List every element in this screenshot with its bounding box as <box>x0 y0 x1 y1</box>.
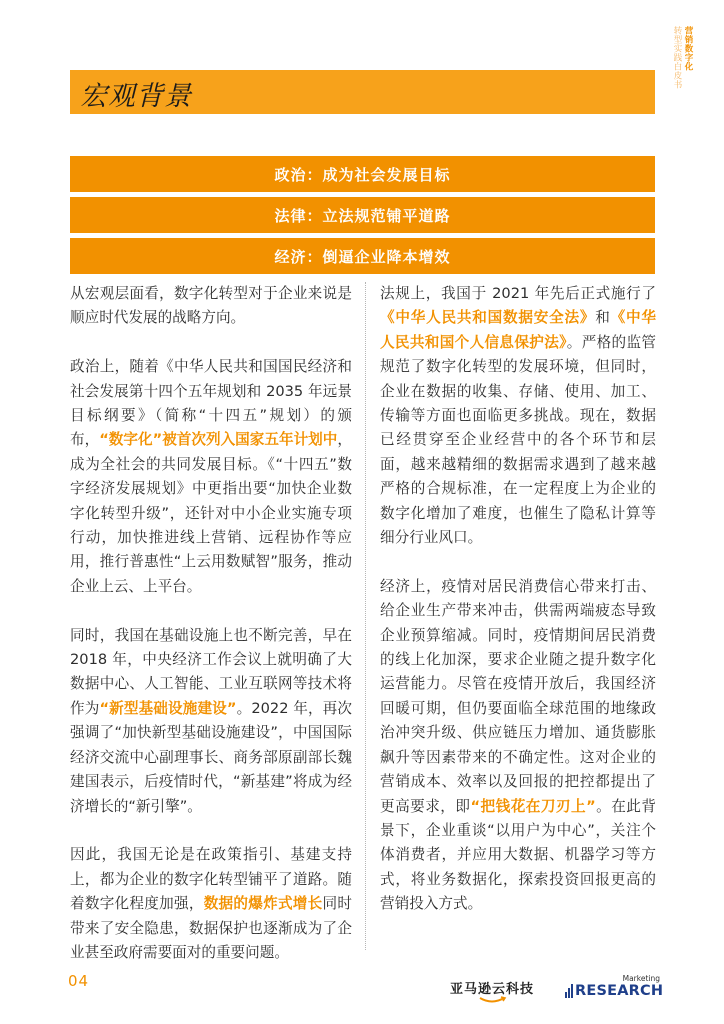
research-logo-main <box>565 983 663 999</box>
research-logo-word: RESEARCH <box>575 983 664 999</box>
left-paragraph-3 <box>70 624 352 819</box>
left-p2-text-a: 政治上，随着《中华人民共和国国民经济和社会发展第十四个五年规划和 2035 年远景目标纲要》（简称“十四五”规划）的颁布， <box>70 358 352 449</box>
right-p1-text-mid: 和 <box>595 309 611 327</box>
left-paragraph-1 <box>70 282 352 331</box>
right-p2-text-a: 经济上，疫情对居民消费信心带来打击、给企业生产带来冲击，供需两端疲态导致企业预算缩减。同时，疫情期间居民消费的线上化加深，要求企业随之提升数字化运营能力。尽管在疫情开放后，我国经济回暖可期，但仍要面临全球范围的地缘政治冲突升级、供应链压力增加、通货膨胀飙升等因素带来的不确定性。这对企业的营销成本、效率以及回报的把控都提出了更高要求，即 <box>380 577 656 815</box>
right-p1-text-a: 法规上，我国于 2021 年先后正式施行了 <box>380 285 656 302</box>
research-logo-small: Marketing <box>622 974 660 983</box>
right-paragraph-2 <box>380 575 656 917</box>
left-p3-text-a: 同时，我国在基础设施上也不断完善，早在 2018 年，中央经济工作会议上就明确了大数据中心、人工智能、工业互联网等技术将作为 <box>70 626 352 717</box>
banner-law: 法律：立法规范铺平道路 <box>70 197 655 233</box>
amazon-logo <box>450 978 546 1008</box>
right-p2-highlight: “把钱花在刀刃上” <box>470 797 596 815</box>
left-paragraph-4 <box>70 843 352 965</box>
marketing-research-logo <box>565 974 664 1004</box>
left-p3-text-b: 。2022 年，再次强调了“加快新型基础设施建设”，中国国际经济交流中心副理事长、商务部原副部长魏建国表示，后疫情时代，“新基建”将成为经济增长的“新引擎”。 <box>70 699 352 815</box>
left-p4-text-b: 同时带来了安全隐患，数据保护也逐渐成为了企业甚至政府需要面对的重要问题。 <box>70 895 352 961</box>
left-p2-highlight: “数字化”被首次列入国家五年计划中 <box>99 431 338 449</box>
left-p1-text: 从宏观层面看，数字化转型对于企业来说是顺应时代发展的战略方向。 <box>70 285 352 327</box>
section-title-bar <box>70 70 655 114</box>
column-divider <box>365 282 367 950</box>
right-p1-highlight-2: 《中华人民共和国个人信息保护法》 <box>380 309 656 351</box>
banner-economy: 经济：倒逼企业降本增效 <box>70 238 655 274</box>
amazon-logo-text: 亚马逊云科技 <box>450 982 535 997</box>
side-tag-line2: 转型实践白皮书 <box>672 26 682 89</box>
left-p4-text-a: 因此，我国无论是在政策指引、基建支持上，都为企业的数字化转型铺平了道路。随着数字化程度加强， <box>70 846 352 913</box>
bar-chart-icon <box>565 984 573 998</box>
right-p1-text-b: 。严格的监管规范了数字化转型的发展环境，但同时，企业在数据的收集、存储、使用、加工、传输等方面也面临更多挑战。现在，数据已经贯穿至企业经营中的各个环节和层面，越来越精细的数据需求遇到了越来越严格的合规标准，在一定程度上为企业的数字化增加了难度，也催生了隐私计算等细分行业风口。 <box>380 333 656 547</box>
left-p3-highlight: “新型基础设施建设” <box>99 699 237 717</box>
section-title: 宏观背景 <box>80 81 192 112</box>
right-p1-highlight-1: 《中华人民共和国数据安全法》 <box>380 309 596 327</box>
amazon-smile-icon <box>450 996 530 1006</box>
banner-politics: 政治：成为社会发展目标 <box>70 156 655 192</box>
right-paragraph-1 <box>380 282 656 550</box>
side-tag-line1: 营销数字化 <box>683 26 693 71</box>
side-tag <box>672 26 693 89</box>
left-p2-text-b: ，成为全社会的共同发展目标。《“十四五”数字经济发展规划》中更指出要“加快企业数字化转型升级”，还针对中小企业实施专项行动，加快推进线上营销、远程协作等应用，推行普惠性“上云用数赋智”服务，推动企业上云、上平台。 <box>70 431 352 595</box>
page-number: 04 <box>68 972 90 990</box>
left-paragraph-2 <box>70 355 352 599</box>
right-p2-text-b: 。在此背景下，企业重谈“以用户为中心”，关注个体消费者，并应用大数据、机器学习等方式，将业务数据化，探索投资回报更高的营销投入方式。 <box>380 797 656 913</box>
right-column <box>380 282 656 941</box>
left-p4-highlight: 数据的爆炸式增长 <box>203 895 323 913</box>
left-column <box>70 282 352 990</box>
